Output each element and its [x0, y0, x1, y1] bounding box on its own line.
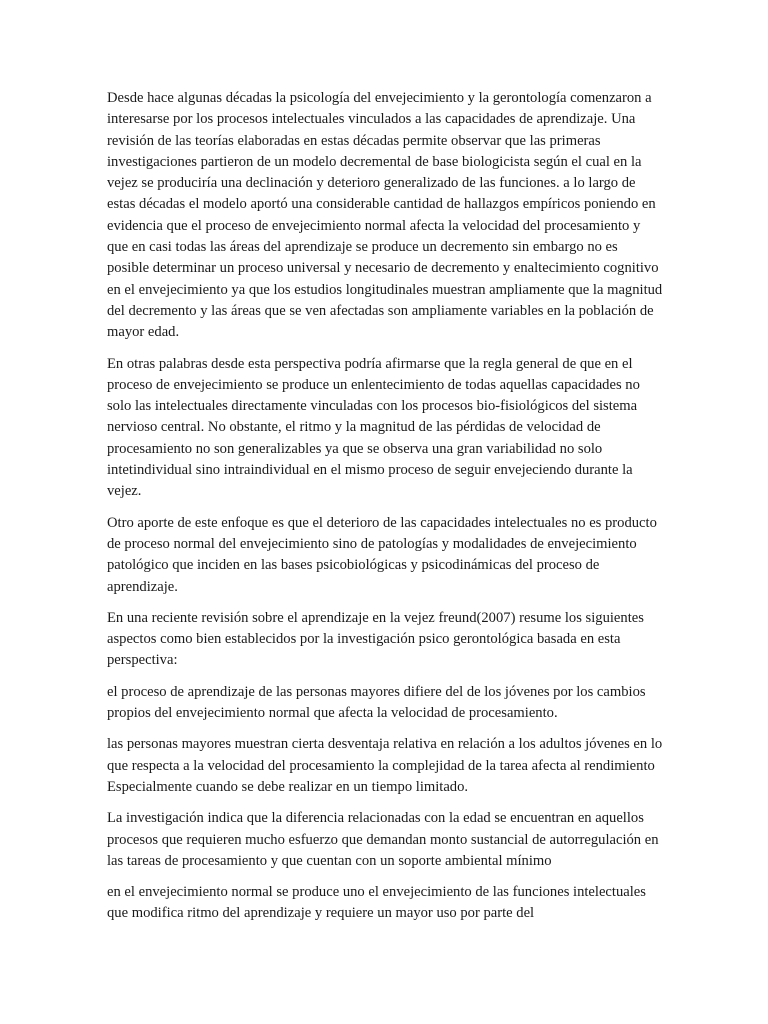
paragraph-4: En una reciente revisión sobre el aprendizaje en la vejez freund(2007) resume los siguientes aspectos como bien establecidos por la investigación psico gerontológica basada en esta perspectiva:: [107, 609, 644, 669]
paragraph-8: en el envejecimiento normal se produce uno el envejecimiento de las funciones intelectuales que modifica ritmo del aprendizaje y requiere un mayor uso por parte del: [107, 884, 646, 922]
document-body: [107, 88, 663, 935]
paragraph-7: La investigación indica que la diferencia relacionadas con la edad se encuentran en aquellos procesos que requieren mucho esfuerzo que demandan monto sustancial de autorregulación en las tareas de procesamiento y que cuentan con un soporte ambiental mínimo: [107, 810, 659, 869]
paragraph-5: el proceso de aprendizaje de las personas mayores difiere del de los jóvenes por los cambios propios del envejecimiento normal que afecta la velocidad de procesamiento.: [107, 683, 646, 722]
paragraph-1: Desde hace algunas décadas la psicología del envejecimiento y la gerontología comenzaron a interesarse por los procesos intelectuales vinculados a las capacidades de aprendizaje. Una revisión de las teorías elaboradas en estas décadas permite observar que las primeras investigaciones partieron de un modelo decremental de base biologicista según el cual en la vejez se produciría una declinación y deterioro generalizado de las funciones. a lo largo de estas décadas el modelo aportó una considerable cantidad de hallazgos empíricos poniendo en evidencia que el proceso de envejecimiento normal afecta la velocidad del procesamiento y que en casi todas las áreas del aprendizaje se produce un decremento sin embargo no es posible determinar un proceso universal y necesario de decremento y enaltecimiento cognitivo en el envejecimiento ya que los estudios longitudinales muestran ampliamente que la magnitud del decremento y las áreas que se ven afectadas son ampliamente variables en la población de mayor edad.: [107, 90, 663, 341]
paragraph-2: En otras palabras desde esta perspectiva podría afirmarse que la regla general de que en el proceso de envejecimiento se produce un enlentecimiento de todas aquellas capacidades no solo las intelectuales directamente vinculadas con los procesos bio-fisiológicos del sistema nervioso central. No obstante, el ritmo y la magnitud de las pérdidas de velocidad de procesamiento no son generalizables ya que se observa una gran variabilidad no solo intetindividual sino intraindividual en el mismo proceso de seguir envejeciendo durante la vejez.: [107, 355, 640, 500]
paragraph-6: las personas mayores muestran cierta desventaja relativa en relación a los adultos jóvenes en lo que respecta a la velocidad del procesamiento la complejidad de la tarea afecta al rendimiento Especialmente cuando se debe realizar en un tiempo limitado.: [107, 736, 663, 795]
paragraph-3: Otro aporte de este enfoque es que el deterioro de las capacidades intelectuales no es producto de proceso normal del envejecimiento sino de patologías y modalidades de envejecimiento patológico que inciden en las bases psicobiológicas y psicodinámicas del proceso de aprendizaje.: [107, 514, 657, 595]
